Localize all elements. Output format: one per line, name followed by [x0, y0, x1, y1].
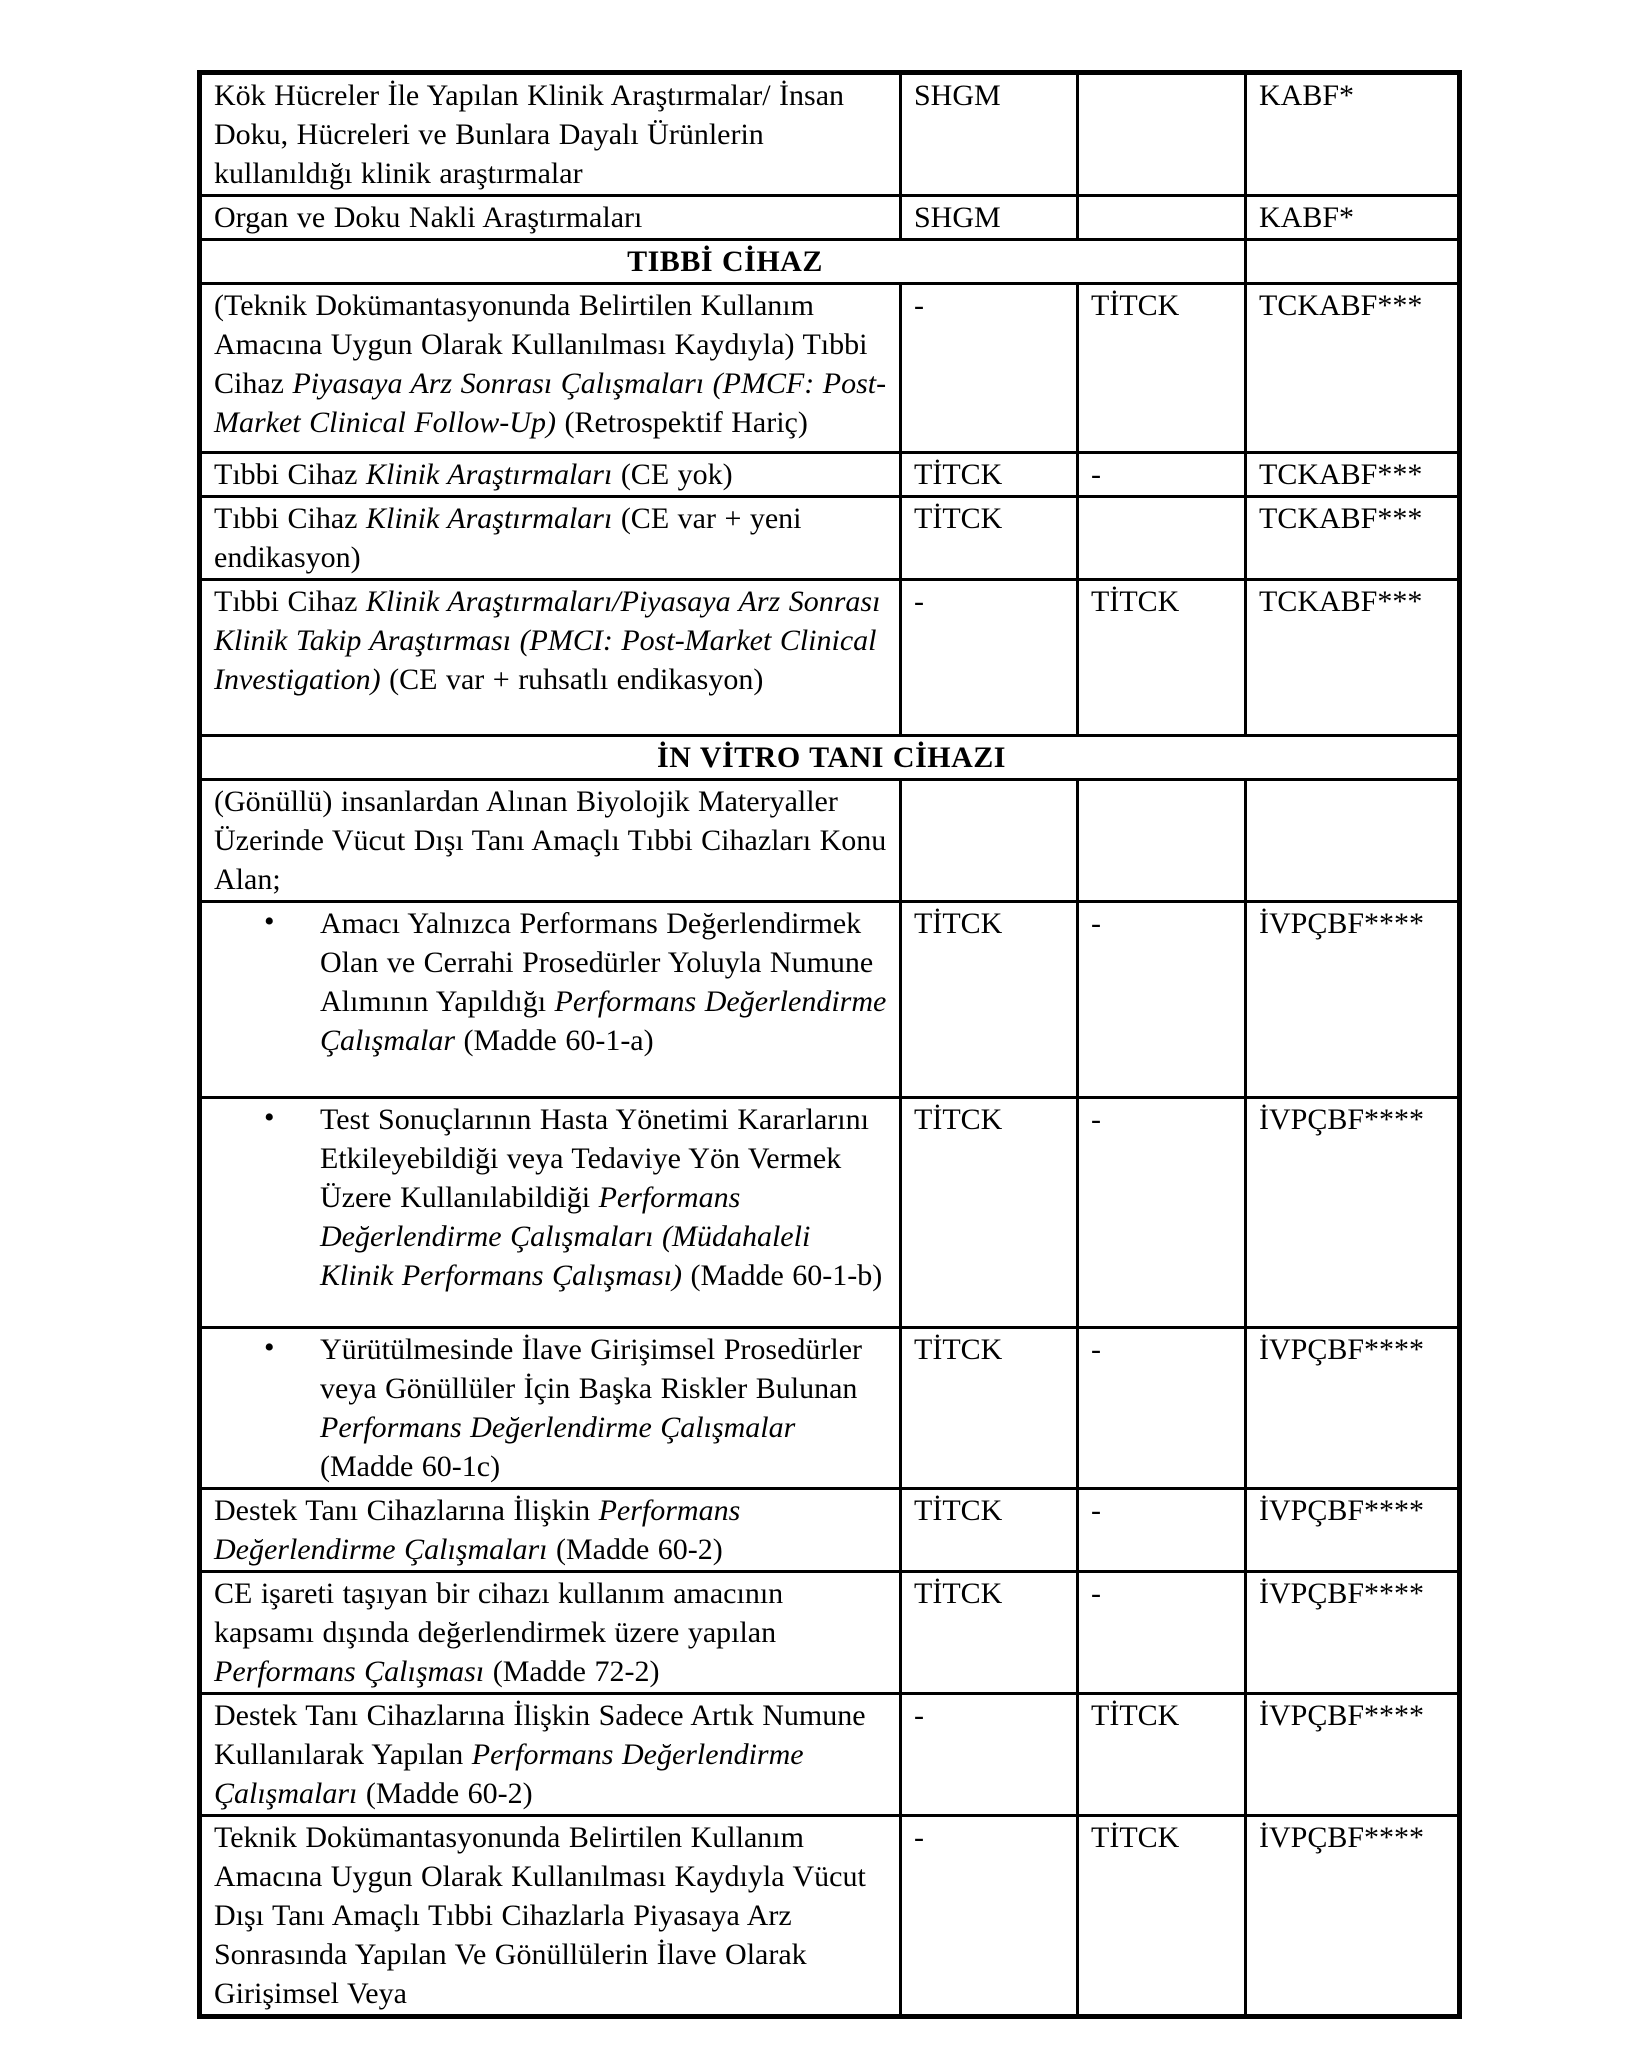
clinical-research-regulatory-table: [197, 70, 1462, 2019]
authority-b-cell: -: [1078, 453, 1246, 497]
table-row: [200, 196, 1460, 240]
text-run: Destek Tanı Cihazlarına İlişkin Sadece Artık Numune Kullanılarak Yapılan: [214, 1699, 866, 1771]
bullet-list-item: [214, 904, 891, 1060]
italic-text-run: Performans Değerlendirme Çalışmalar: [320, 1411, 796, 1444]
table-row: [200, 1572, 1460, 1694]
authority-a-cell: -: [901, 580, 1078, 736]
authority-b-cell: [1078, 73, 1246, 196]
study-type-cell: [200, 453, 901, 497]
fee-code-cell: İVPÇBF****: [1246, 1816, 1460, 2017]
authority-a-cell: -: [901, 284, 1078, 453]
text-run: (Madde 72-2): [484, 1655, 660, 1688]
regulatory-table-body: [200, 73, 1460, 2017]
table-row: [200, 780, 1460, 902]
authority-b-cell: -: [1078, 1098, 1246, 1328]
study-type-cell: [200, 196, 901, 240]
table-row: [200, 1816, 1460, 2017]
table-row: [200, 902, 1460, 1098]
study-type-cell: [200, 1572, 901, 1694]
fee-code-cell: İVPÇBF****: [1246, 1572, 1460, 1694]
text-run: (CE var + yeni endikasyon): [214, 502, 802, 574]
fee-code-cell: İVPÇBF****: [1246, 902, 1460, 1098]
bullet-list-item: [214, 1100, 891, 1295]
fee-code-cell: KABF*: [1246, 73, 1460, 196]
text-run: (Madde 60-1-b): [682, 1259, 883, 1292]
section-header-row: [200, 240, 1460, 284]
fee-code-cell: İVPÇBF****: [1246, 1328, 1460, 1489]
study-type-cell: [200, 73, 901, 196]
authority-a-cell: TİTCK: [901, 1572, 1078, 1694]
authority-a-cell: TİTCK: [901, 1098, 1078, 1328]
authority-b-cell: -: [1078, 1489, 1246, 1572]
study-type-cell: [200, 1098, 901, 1328]
authority-a-cell: TİTCK: [901, 1328, 1078, 1489]
study-type-cell: [200, 580, 901, 736]
study-type-cell: [200, 497, 901, 580]
section-title-cell: TIBBİ CİHAZ: [200, 240, 1246, 284]
fee-code-cell: İVPÇBF****: [1246, 1489, 1460, 1572]
text-run: Tıbbi Cihaz: [214, 585, 366, 618]
authority-b-cell: [1078, 497, 1246, 580]
bullet-icon: •: [264, 1101, 275, 1134]
authority-b-cell: [1078, 196, 1246, 240]
fee-code-cell: İVPÇBF****: [1246, 1098, 1460, 1328]
text-run: (Madde 60-1c): [320, 1450, 501, 1483]
bullet-icon: •: [264, 905, 275, 938]
text-run: Kök Hücreler İle Yapılan Klinik Araştırmalar/ İnsan Doku, Hücreleri ve Bunlara Dayalı Ürünlerin kullanıldığı klinik araştırmalar: [214, 79, 845, 190]
fee-code-cell: KABF*: [1246, 196, 1460, 240]
italic-text-run: Performans Değerlendirme Çalışmaları (Müdahaleli Klinik Performans Çalışması): [320, 1181, 811, 1292]
authority-b-cell: TİTCK: [1078, 1816, 1246, 2017]
study-type-cell: [200, 1328, 901, 1489]
authority-b-cell: TİTCK: [1078, 1694, 1246, 1816]
fee-code-cell: TCKABF***: [1246, 580, 1460, 736]
italic-text-run: Performans Değerlendirme Çalışmaları: [214, 1494, 741, 1566]
authority-b-cell: TİTCK: [1078, 284, 1246, 453]
authority-a-cell: TİTCK: [901, 902, 1078, 1098]
italic-text-run: Performans Değerlendirme Çalışmalar: [320, 985, 887, 1057]
table-row: [200, 73, 1460, 196]
italic-text-run: Piyasaya Arz Sonrası Çalışmaları (PMCF: Post-Market Clinical Follow-Up): [214, 367, 887, 439]
fee-code-cell: TCKABF***: [1246, 497, 1460, 580]
authority-a-cell: [901, 780, 1078, 902]
table-row: [200, 1328, 1460, 1489]
italic-text-run: Performans Çalışması: [214, 1655, 485, 1688]
text-run: (Madde 60-2): [547, 1533, 723, 1566]
text-run: Yürütülmesinde İlave Girişimsel Prosedürler veya Gönüllüler İçin Başka Riskler Bulunan: [320, 1333, 863, 1405]
study-type-cell: [200, 780, 901, 902]
text-run: Destek Tanı Cihazlarına İlişkin: [214, 1494, 599, 1527]
text-run: Test Sonuçlarının Hasta Yönetimi Kararlarını Etkileyebildiği veya Tedaviye Yön Vermek Üzere Kullanılabildiği: [320, 1103, 869, 1214]
table-row: [200, 1098, 1460, 1328]
authority-b-cell: -: [1078, 1572, 1246, 1694]
section-title-cell: İN VİTRO TANI CİHAZI: [200, 736, 1460, 780]
authority-a-cell: -: [901, 1816, 1078, 2017]
study-type-cell: [200, 284, 901, 453]
italic-text-run: Performans Değerlendirme Çalışmaları: [214, 1738, 804, 1810]
fee-code-cell: TCKABF***: [1246, 453, 1460, 497]
table-row: [200, 284, 1460, 453]
authority-b-cell: [1078, 780, 1246, 902]
italic-text-run: Klinik Araştırmaları: [365, 458, 613, 491]
authority-b-cell: -: [1078, 1328, 1246, 1489]
text-run: Tıbbi Cihaz: [214, 458, 366, 491]
table-row: [200, 580, 1460, 736]
bullet-icon: •: [264, 1331, 275, 1364]
table-row: [200, 1694, 1460, 1816]
table-row: [200, 1489, 1460, 1572]
text-run: Tıbbi Cihaz: [214, 502, 366, 535]
text-run: Organ ve Doku Nakli Araştırmaları: [214, 201, 643, 234]
text-run: (CE var + ruhsatlı endikasyon): [380, 663, 764, 696]
authority-a-cell: TİTCK: [901, 1489, 1078, 1572]
table-row: [200, 497, 1460, 580]
text-run: (Madde 60-2): [357, 1777, 533, 1810]
study-type-cell: [200, 1694, 901, 1816]
authority-b-cell: TİTCK: [1078, 580, 1246, 736]
authority-a-cell: SHGM: [901, 73, 1078, 196]
study-type-cell: [200, 1816, 901, 2017]
fee-code-cell: [1246, 240, 1460, 284]
fee-code-cell: TCKABF***: [1246, 284, 1460, 453]
bullet-list-item: [214, 1330, 891, 1486]
fee-code-cell: İVPÇBF****: [1246, 1694, 1460, 1816]
study-type-cell: [200, 902, 901, 1098]
authority-a-cell: TİTCK: [901, 453, 1078, 497]
italic-text-run: Klinik Araştırmaları/Piyasaya Arz Sonrası Klinik Takip Araştırması (PMCI: Post-Market Clinical Investigation): [214, 585, 881, 696]
table-row: [200, 453, 1460, 497]
authority-a-cell: TİTCK: [901, 497, 1078, 580]
text-run: CE işareti taşıyan bir cihazı kullanım amacının kapsamı dışında değerlendirmek üzere yapılan: [214, 1577, 784, 1649]
text-run: Teknik Dokümantasyonunda Belirtilen Kullanım Amacına Uygun Olarak Kullanılması Kaydıyla Vücut Dışı Tanı Amaçlı Tıbbi Cihazlarla Piyasaya Arz Sonrasında Yapılan Ve Gönüllülerin İlave Olarak Girişimsel Veya: [214, 1821, 866, 2010]
authority-a-cell: -: [901, 1694, 1078, 1816]
text-run: (Gönüllü) insanlardan Alınan Biyolojik Materyaller Üzerinde Vücut Dışı Tanı Amaçlı Tıbbi Cihazları Konu Alan;: [214, 785, 887, 896]
text-run: (Teknik Dokümantasyonunda Belirtilen Kullanım Amacına Uygun Olarak Kullanılması Kaydıyla) Tıbbi Cihaz: [214, 289, 868, 400]
authority-b-cell: -: [1078, 902, 1246, 1098]
text-run: (Retrospektif Hariç): [555, 406, 808, 439]
fee-code-cell: [1246, 780, 1460, 902]
text-run: (Madde 60-1-a): [455, 1024, 654, 1057]
section-header-row: [200, 736, 1460, 780]
text-run: Amacı Yalnızca Performans Değerlendirmek Olan ve Cerrahi Prosedürler Yoluyla Numune Alımının Yapıldığı: [320, 907, 874, 1018]
study-type-cell: [200, 1489, 901, 1572]
italic-text-run: Klinik Araştırmaları: [365, 502, 613, 535]
authority-a-cell: SHGM: [901, 196, 1078, 240]
text-run: (CE yok): [612, 458, 733, 491]
